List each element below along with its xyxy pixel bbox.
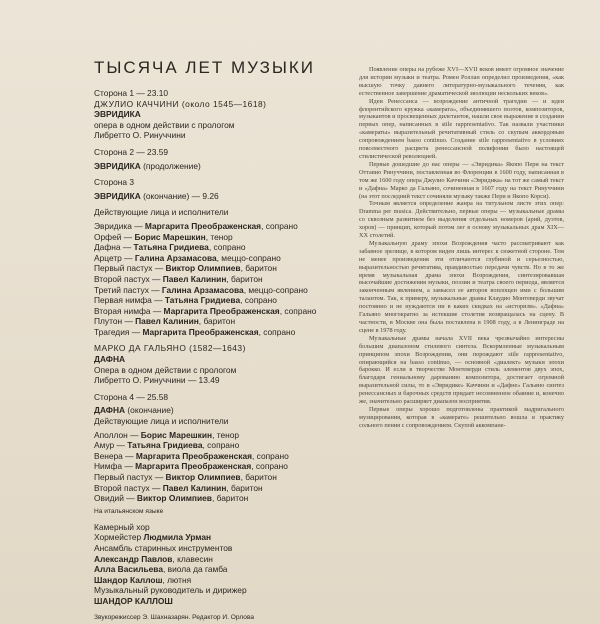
cast-singer: Павел Калинин [162, 482, 227, 493]
cast-row: Третий пастух — Галина Арзамасова, меццо-сопрано [94, 284, 308, 295]
cast-role: Овидий [94, 493, 124, 504]
cast-role: Второй пастух [94, 482, 150, 493]
cast-row: Нимфа — Маргарита Преображенская, сопрано [94, 461, 288, 472]
page-title: ТЫСЯЧА ЛЕТ МУЗЫКИ [94, 58, 316, 77]
cast-role: Орфей [94, 231, 122, 242]
cast-heading-euridice: Действующие лица и исполнители [94, 207, 229, 218]
ensemble-members [94, 554, 334, 586]
cast-row: Трагедия — Маргарита Преображенская, сопрано [94, 326, 296, 337]
cast-row: Венера — Маргарита Преображенская, сопрано [94, 450, 289, 461]
cast-role: Амур [94, 440, 115, 451]
ensemble-member-instrument: , виола да гамба [163, 564, 228, 575]
side-2-work: ЭВРИДИКА (продолжение) [94, 160, 201, 171]
cast-row: Плутон — Павел Калинин, баритон [94, 316, 236, 327]
cast-voice: , сопрано [279, 305, 317, 316]
cast-row: Аполлон — Борис Марешкин, тенор [94, 429, 240, 440]
side-3-label: Сторона 3 [94, 177, 135, 188]
cast-heading-dafne: Действующие лица и исполнители [94, 416, 229, 427]
cast-row: Вторая нимфа — Маргарита Преображенская, сопрано [94, 305, 317, 316]
cast-role: Эвридика [94, 220, 132, 231]
opera-euridice-title: ЭВРИДИКА [94, 109, 141, 120]
cast-voice: , сопрано [208, 242, 246, 253]
cast-voice: , сопрано [261, 220, 298, 231]
cast-list-dafne [94, 430, 334, 504]
cast-singer: Маргарита Преображенская [135, 461, 252, 472]
track-listing-column [94, 58, 334, 622]
cast-row: Арцетр — Галина Арзамасова, меццо-сопрано [94, 252, 281, 263]
director-label: Музыкальный руководитель и дирижер [94, 585, 247, 596]
cast-singer: Галина Арзамасова [134, 252, 217, 263]
cast-row: Эвридика — Маргарита Преображенская, сопрано [94, 220, 298, 231]
liner-notes-paragraph: Первые оперы хорошо подготовлены практикой мадригального музицирования, которая в «камерате» решительно вошла в практику сольного пения с сопровождением. Скупой аккомпане- [359, 405, 564, 429]
cast-voice: , тенор [212, 429, 240, 440]
cast-role: Венера [94, 450, 123, 461]
cast-row: Первый пастух — Виктор Олимпиев, баритон [94, 472, 277, 482]
chamber-choir: Камерный хор [94, 521, 150, 532]
side-4-label: Сторона 4 — 25.58 [94, 391, 169, 402]
cast-voice: , сопрано [251, 461, 288, 472]
ensemble-member-instrument: , лютня [162, 574, 192, 585]
opera-euridice-libretto: Либретто О. Ринуччини [94, 130, 186, 141]
opera-dafne-libretto: Либретто О. Ринуччини — 13.49 [94, 375, 220, 386]
ensemble-member-name: Алла Васильева [94, 564, 164, 575]
ensemble-label: Ансамбль старинных инструментов [94, 542, 233, 553]
ensemble-member-name: Александр Павлов [94, 553, 173, 564]
ensemble-member-instrument: , клавесин [172, 553, 213, 564]
cast-role: Вторая нимфа [94, 305, 151, 316]
cast-role: Первый пастух [94, 472, 153, 482]
ensemble-member-name: Шандор Каллош [94, 574, 163, 585]
cast-voice: , баритон [226, 482, 263, 493]
choirmaster [94, 532, 334, 543]
cast-voice: , сопрано [252, 450, 289, 461]
liner-notes-paragraph: Точным является определение жанра на титульном листе этих опер: Dramma per musica. Действительно, первые оперы — музыкальные драмы со сквозным развитием без выделения отдельных номеров (арий, дуэтов, хоров) — принцип, который потом лег в основу музыкальных драм XIX—XX столетий. [359, 200, 564, 240]
cast-voice: , баритон [240, 472, 277, 482]
cast-row: Первая нимфа — Татьяна Гридиева, сопрано [94, 295, 277, 306]
cast-voice: , баритон [226, 273, 263, 284]
cast-singer: Маргарита Преображенская [144, 220, 262, 231]
cast-singer: Павел Калинин [162, 273, 227, 284]
side-2-label: Сторона 2 — 23.59 [94, 146, 169, 157]
cast-voice: , меццо-сопрано [216, 252, 281, 263]
cast-row: Орфей — Борис Марешкин, тенор [94, 231, 233, 242]
cast-voice: , баритон [211, 493, 249, 504]
composer-gagliano: МАРКО ДА ГАЛЬЯНО (1582—1643) [94, 343, 246, 354]
liner-notes-column [359, 66, 564, 430]
choirmaster-label: Хормейстер [94, 532, 144, 543]
cast-singer: Виктор Олимпиев [165, 263, 241, 274]
cast-voice: , тенор [205, 231, 233, 242]
cast-row: Второй пастух — Павел Калинин, баритон [94, 273, 263, 284]
side-2-work-title: ЭВРИДИКА [94, 160, 141, 171]
cast-singer: Борис Марешкин [140, 429, 213, 440]
cast-role: Третий пастух [94, 284, 149, 295]
side-1-label: Сторона 1 — 23.10 [94, 88, 169, 98]
cast-row: Второй пастух — Павел Калинин, баритон [94, 482, 263, 493]
cast-voice: , сопрано [258, 326, 296, 337]
cast-role: Плутон [94, 316, 123, 327]
side-3-work-title: ЭВРИДИКА [94, 190, 141, 201]
cast-row: Дафна — Татьяна Гридиева, сопрано [94, 242, 246, 253]
cast-list-euridice [94, 221, 334, 338]
cast-role: Второй пастух [94, 273, 150, 284]
cast-singer: Татьяна Гридиева [127, 440, 203, 451]
cast-singer: Маргарита Преображенская [142, 326, 259, 337]
side-3-work: ЭВРИДИКА (окончание) — 9.26 [94, 190, 219, 201]
cast-singer: Татьяна Гридиева [133, 242, 209, 253]
ensemble-member [94, 554, 334, 565]
cast-singer: Маргарита Преображенская [135, 450, 253, 461]
liner-notes-paragraph: Идеи Ренессанса — возрождение античной трагедии — и идеи флорентийского кружка «камерата», объединявшего поэтов, композиторов, музыкантов и просвещенных дилетантов, нашли свое выражение в создании первых опер, написанных в stile rappresentativo. Так назвали участники «камераты» выразительный речитативный стиль со скупым аккордовым сопровождением basso continuo. Создание stile rappresentativo в условиях повсеместного расцвета ренессансной полифонии было настоящей стилистической революцией. [359, 97, 564, 160]
cast-row: Первый пастух — Виктор Олимпиев, баритон [94, 263, 277, 274]
cast-singer: Павел Калинин [135, 316, 199, 327]
cast-singer: Маргарита Преображенская [163, 305, 280, 316]
credits: Звукорежиссер Э. Шахназарян. Редактор И. Орлова [94, 613, 255, 621]
cast-voice: , сопрано [202, 440, 240, 451]
liner-notes-paragraph: Музыкальные драмы начала XVII века чрезвычайно интересны большим диапазоном стилевого синтеза. Вскормленные музыкальным принципом эпохи Возрождения, они порождают stile rappresentativo, опирающийся на basso continuo, — основной «диалект» музыки эпохи барокко. И если в творчестве Монтеверди стиль элементов двух эпох, благодаря гениальному дарованию композитора, достигает огромной выразительной силы, то в «Эвридике» Каччини и «Дафне» Гальяно синтез ренессансных и барочных средств придает несомненное обаяние и, конечно же, значительно расширяет диапазон восприятия. [359, 334, 564, 406]
director-name: ШАНДОР КАЛЛОШ [94, 595, 173, 606]
cast-singer: Борис Марешкин [134, 231, 206, 242]
cast-voice: , баритон [240, 263, 277, 274]
ensemble-member [94, 575, 334, 586]
opera-dafne-title: ДАФНА [94, 354, 126, 365]
composer-caccini: ДЖУЛИО КАЧЧИНИ (около 1545—1618) [94, 98, 267, 109]
side-4-work-title: ДАФНА [94, 405, 126, 416]
ensemble-member [94, 564, 334, 575]
opera-euridice-description: опера в одном действии с прологом [94, 119, 235, 130]
cast-singer: Виктор Олимпиев [136, 493, 212, 504]
cast-singer: Галина Арзамасова [161, 284, 244, 295]
cast-role: Дафна [94, 242, 121, 253]
cast-role: Нимфа [94, 461, 123, 472]
cast-voice: , баритон [198, 316, 236, 327]
cast-role: Арцетр [94, 252, 122, 263]
liner-notes-paragraph: Музыкальную драму эпохи Возрождения часто рассматривают как забавное зрелище, в котором виден лишь интерес к сюжетной стороне. Тем не менее произведения эти отличаются глубиной и серьезностью, выразительностью речитатива, правдивостью передачи чувств. Но в то же время музыкальная драма эпохи Возрождения, синтезировавшая высочайшие достижения музыки, поэзии и театра своего периода, является законченным явлением, а замысел ее авторов воплощен ими с большим талантом. Так, к примеру, музыкальные драмы Клаудио Монтеверди звучат постоянно и не нуждаются ни в каких скидках на «историзм». «Дафна» Гальяно многократно за истекшие столетия возвращалась на сцену. В частности, в Москве она была поставлена в 1908 году, а в Ленинграде на сцене в 1978 году. [359, 239, 564, 334]
side-4-work: ДАФНА (окончание) [94, 405, 174, 416]
liner-notes-paragraph: Первые дошедшие до нас оперы — «Эвридика» Якопо Пери на текст Оттавио Ринуччини, поставленная во Флоренции в 1600 году, написанная в том же 1600 году опера Джулио Каччини «Эвридика» на тот же самый текст и «Дафна» Марко да Гальяно, сочиненная в 1607 году на текст Ринуччини (на этот последний текст сочиняли музыку также Пери и Якопо Корси). [359, 160, 564, 200]
cast-voice: , меццо-сопрано [243, 284, 308, 295]
opera-dafne-description: Опера в одном действии с прологом [94, 364, 237, 375]
language-note: На итальянском языке [94, 507, 164, 515]
liner-notes-paragraph: Появление оперы на рубеже XVI—XVII веков имеет огромное значение для истории музыки и театра. Ромен Роллан определил произведения, «как высшую точку давнего литературно-музыкального течения, как естественное завершение драматической эволюции нескольких веков». [359, 66, 564, 97]
cast-row: Овидий — Виктор Олимпиев, баритон [94, 493, 249, 504]
cast-singer: Татьяна Гридиева [164, 295, 241, 306]
cast-role: Трагедия [94, 326, 130, 337]
cast-role: Первая нимфа [94, 295, 152, 306]
cast-singer: Виктор Олимпиев [165, 472, 241, 482]
cast-voice: , сопрано [240, 295, 277, 306]
cast-row: Амур — Татьяна Гридиева, сопрано [94, 440, 240, 451]
choirmaster-name: Людмила Урман [143, 532, 212, 543]
cast-role: Аполлон [94, 429, 128, 440]
cast-role: Первый пастух [94, 263, 153, 274]
